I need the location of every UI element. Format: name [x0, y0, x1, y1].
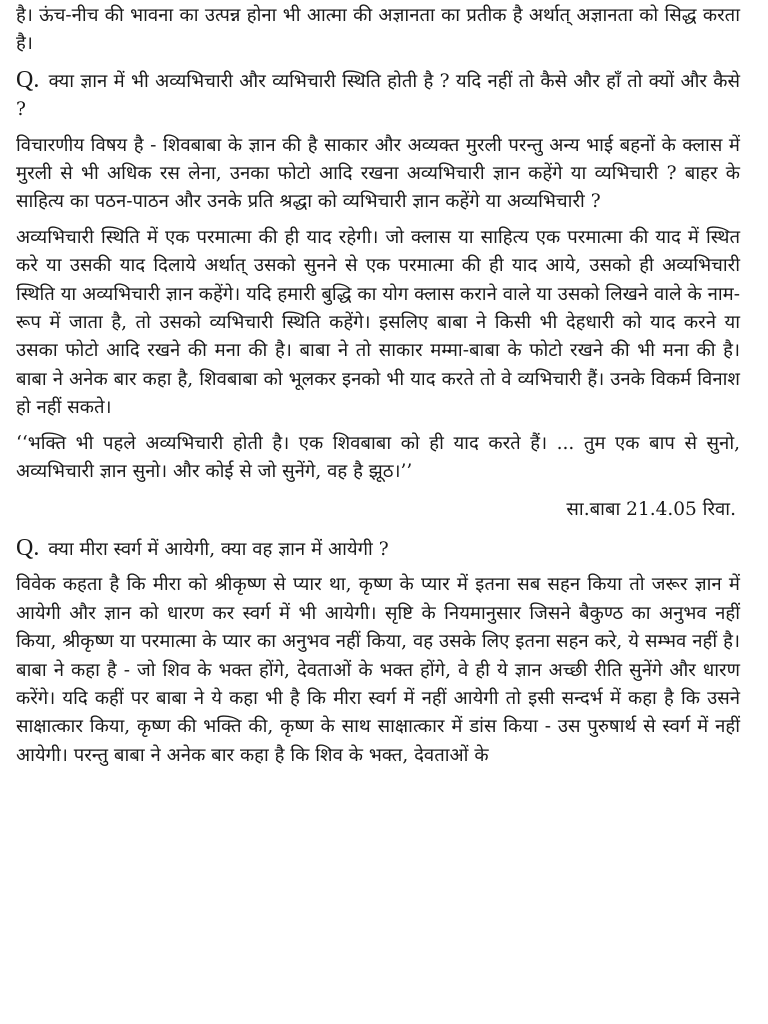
question-marker: Q. [16, 66, 40, 93]
paragraph-answer-1b: अव्यभिचारी स्थिति में एक परमात्मा की ही याद रहेगी। जो क्लास या साहित्य एक परमात्मा की याद में स्थित करे या उसकी याद दिलाये अर्थात् उसको सुनने से एक परमात्मा की ही याद आये, उसको ही अव्यभिचारी स्थिति या अव्यभिचारी ज्ञान कहेंगे। यदि हमारी बुद्धि का योग क्लास कराने वाले या उसको लिखने वाले के नाम-रूप में जाता है, तो उसको व्यभिचारी स्थिति कहेंगे। इसलिए बाबा ने किसी भी देहधारी को याद करने या उसका फोटो आदि रखने की मना की है। बाबा ने तो साकार मम्मा-बाबा के फोटो रखने की भी मना की है। बाबा ने अनेक बार कहा है, शिवबाबा को भूलकर इनको भी याद करते तो वे व्यभिचारी हैं। उनके विकर्म विनाश हो नहीं सकते। [16, 226, 740, 419]
quote-citation: सा.बाबा 21.4.05 रिवा. [566, 498, 736, 520]
paragraph-answer-2: विवेक कहता है कि मीरा को श्रीकृष्ण से प्यार था, कृष्ण के प्यार में इतना सब सहन किया तो जरूर ज्ञान में आयेगी और ज्ञान को धारण कर स्वर्ग में भी आयेगी। सृष्टि के नियमानुसार जिसने बैकुण्ठ का अनुभव नहीं किया, श्रीकृष्ण या परमात्मा के प्यार का अनुभव नहीं किया, वह उसके लिए इतना सहन करे, ये सम्भव नहीं है। बाबा ने कहा है - जो शिव के भक्त होंगे, देवताओं के भक्त होंगे, वे ही ये ज्ञान अच्छी रीति सुनेंगे और धारण करेंगे। यदि कहीं पर बाबा ने ये कहा भी है कि मीरा स्वर्ग में नहीं आयेगी तो इसी सन्दर्भ में कहा है कि उसने साक्षात्कार किया, कृष्ण की भक्ति की, कृष्ण के साथ साक्षात्कार में डांस किया - उस पुरुषार्थ से स्वर्ग में नहीं आयेगी। परन्तु बाबा ने अनेक बार कहा है कि शिव के भक्त, देवताओं के [16, 574, 740, 766]
question-1 [16, 66, 740, 125]
murli-quote: ‘‘भक्ति भी पहले अव्यभिचारी होती है। एक शिवबाबा को ही याद करते हैं। ... तुम एक बाप से सुनो, अव्यभिचारी ज्ञान सुनो। और कोई से जो सुनेंगे, वह है झूठ।’’ [16, 432, 740, 483]
question-marker: Q. [16, 534, 40, 561]
paragraph-intro-continuation: है। ऊंच-नीच की भावना का उत्पन्न होना भी आत्मा की अज्ञानता का प्रतीक है अर्थात् अज्ञानता को सिद्ध करता है। [16, 5, 740, 55]
question-2-text: क्या मीरा स्वर्ग में आयेगी, क्या वह ज्ञान में आयेगी ? [48, 538, 389, 560]
question-2 [16, 534, 740, 564]
paragraph-answer-1a: विचारणीय विषय है - शिवबाबा के ज्ञान की है साकार और अव्यक्त मुरली परन्तु अन्य भाई बहनों के क्लास में मुरली से भी अधिक रस लेना, उनका फोटो आदि रखना अव्यभिचारी ज्ञान कहेंगे या व्यभिचारी ? बाहर के साहित्य का पठन-पाठन और उनके प्रति श्रद्धा को व्यभिचारी ज्ञान कहेंगे या अव्यभिचारी ? [16, 134, 740, 213]
question-1-text: क्या ज्ञान में भी अव्यभिचारी और व्यभिचारी स्थिति होती है ? यदि नहीं तो कैसे और हाँ तो क्यों और कैसे ? [16, 70, 740, 121]
